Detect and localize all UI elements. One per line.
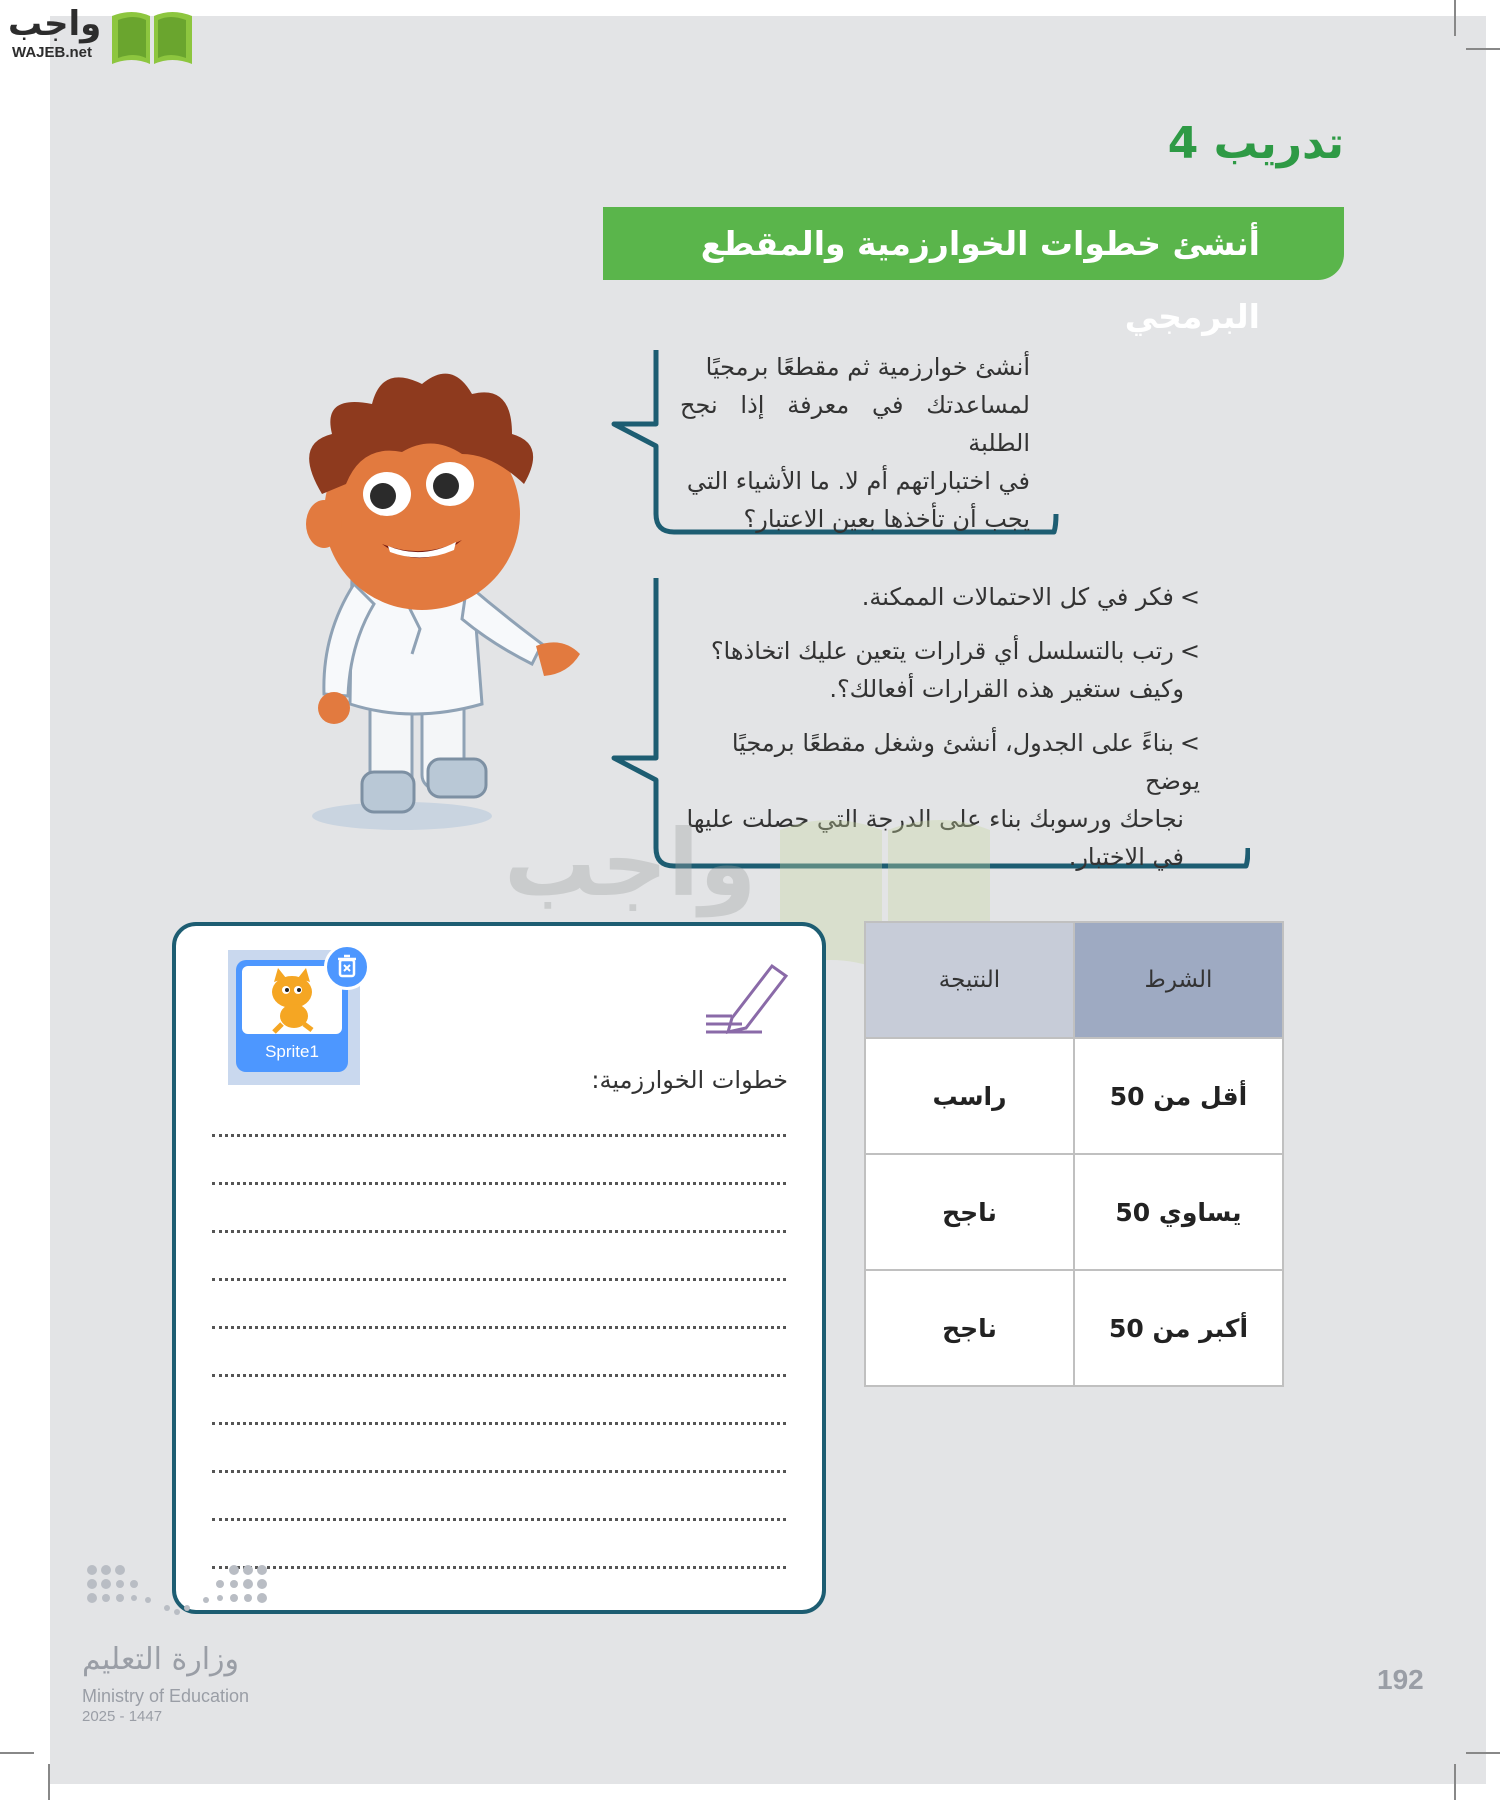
writing-line[interactable] bbox=[212, 1374, 786, 1377]
writing-line[interactable] bbox=[212, 1230, 786, 1233]
crop-mark bbox=[1466, 1752, 1500, 1754]
bullet-line: وكيف ستغير هذه القرارات أفعالك؟. bbox=[829, 675, 1184, 703]
cell-condition: أقل من 50 bbox=[1074, 1038, 1283, 1154]
writing-line[interactable] bbox=[212, 1518, 786, 1521]
bullet-item bbox=[680, 632, 1200, 708]
cell-result: ناجح bbox=[865, 1270, 1074, 1386]
bubble-1-line: أنشئ خوارزمية ثم مقطعًا برمجيًا bbox=[705, 353, 1030, 381]
ministry-arabic: وزارة التعليم bbox=[82, 1642, 240, 1677]
condition-table bbox=[864, 921, 1284, 1387]
bubble-1-line: في اختباراتهم أم لا. ما الأشياء التي bbox=[686, 467, 1030, 495]
crop-mark bbox=[1466, 48, 1500, 50]
bullet-marker: > bbox=[1179, 729, 1200, 757]
bullet-item bbox=[680, 578, 1200, 616]
cell-condition: أكبر من 50 bbox=[1074, 1270, 1283, 1386]
ministry-english: Ministry of Education bbox=[82, 1686, 250, 1706]
cell-result: ناجح bbox=[865, 1154, 1074, 1270]
crop-mark bbox=[48, 1764, 50, 1800]
algorithm-steps-label: خطوات الخوارزمية: bbox=[591, 1066, 788, 1094]
delete-sprite-button[interactable] bbox=[324, 944, 370, 990]
writing-line[interactable] bbox=[212, 1134, 786, 1137]
writing-line[interactable] bbox=[212, 1470, 786, 1473]
bubble-1-text bbox=[680, 348, 1030, 538]
boy-character-illustration bbox=[262, 364, 592, 834]
table-row bbox=[865, 1154, 1283, 1270]
header-result: النتيجة bbox=[865, 922, 1074, 1038]
exercise-title: تدريب 4 bbox=[1167, 118, 1344, 169]
writing-line[interactable] bbox=[212, 1422, 786, 1425]
cell-result: راسب bbox=[865, 1038, 1074, 1154]
pencil-icon bbox=[702, 956, 794, 1038]
sprite-name: Sprite1 bbox=[265, 1042, 319, 1061]
logo-arabic: واجب bbox=[8, 4, 102, 44]
bullet-marker: > bbox=[1179, 637, 1200, 665]
writing-line[interactable] bbox=[212, 1182, 786, 1185]
watermark-arabic: واجب bbox=[504, 810, 757, 917]
bullet-line: رتب بالتسلسل أي قرارات يتعين عليك اتخاذها؟ bbox=[710, 637, 1174, 665]
logo-latin: WAJEB.net bbox=[12, 44, 93, 61]
page-number: 192 bbox=[1377, 1664, 1424, 1695]
table-header-row bbox=[865, 922, 1283, 1038]
instruction-banner: أنشئ خطوات الخوارزمية والمقطع البرمجي bbox=[603, 207, 1344, 280]
writing-line[interactable] bbox=[212, 1278, 786, 1281]
bubble-1-line: يجب أن تأخذها بعين الاعتبار؟ bbox=[743, 505, 1030, 533]
book-icon bbox=[108, 6, 196, 68]
ministry-year: 2025 - 1447 bbox=[82, 1708, 163, 1725]
bubble-1-line: لمساعدتك في معرفة إذا نجح الطلبة bbox=[680, 391, 1030, 457]
ministry-dots-icon bbox=[82, 1560, 272, 1630]
cell-condition: يساوي 50 bbox=[1074, 1154, 1283, 1270]
sprite-tile[interactable] bbox=[228, 950, 360, 1085]
crop-mark bbox=[1454, 1764, 1456, 1800]
bullet-line: نجاحك ورسوبك بناء على الدرجة التي حصلت عليها bbox=[686, 805, 1184, 833]
writing-line[interactable] bbox=[212, 1326, 786, 1329]
crop-mark bbox=[0, 1752, 34, 1754]
table-row bbox=[865, 1038, 1283, 1154]
writing-line[interactable] bbox=[212, 1566, 786, 1569]
wajeb-logo bbox=[8, 4, 198, 70]
bullet-line: فكر في كل الاحتمالات الممكنة. bbox=[861, 583, 1174, 611]
bullet-line: في الاختبار. bbox=[1068, 843, 1184, 871]
header-condition: الشرط bbox=[1074, 922, 1283, 1038]
table-row bbox=[865, 1270, 1283, 1386]
trash-icon bbox=[327, 947, 367, 987]
bullet-line: بناءً على الجدول، أنشئ وشغل مقطعًا برمجيًا يوضح bbox=[731, 729, 1200, 795]
ministry-logo bbox=[82, 1560, 282, 1730]
bullet-marker: > bbox=[1179, 583, 1200, 611]
crop-mark bbox=[1454, 0, 1456, 36]
